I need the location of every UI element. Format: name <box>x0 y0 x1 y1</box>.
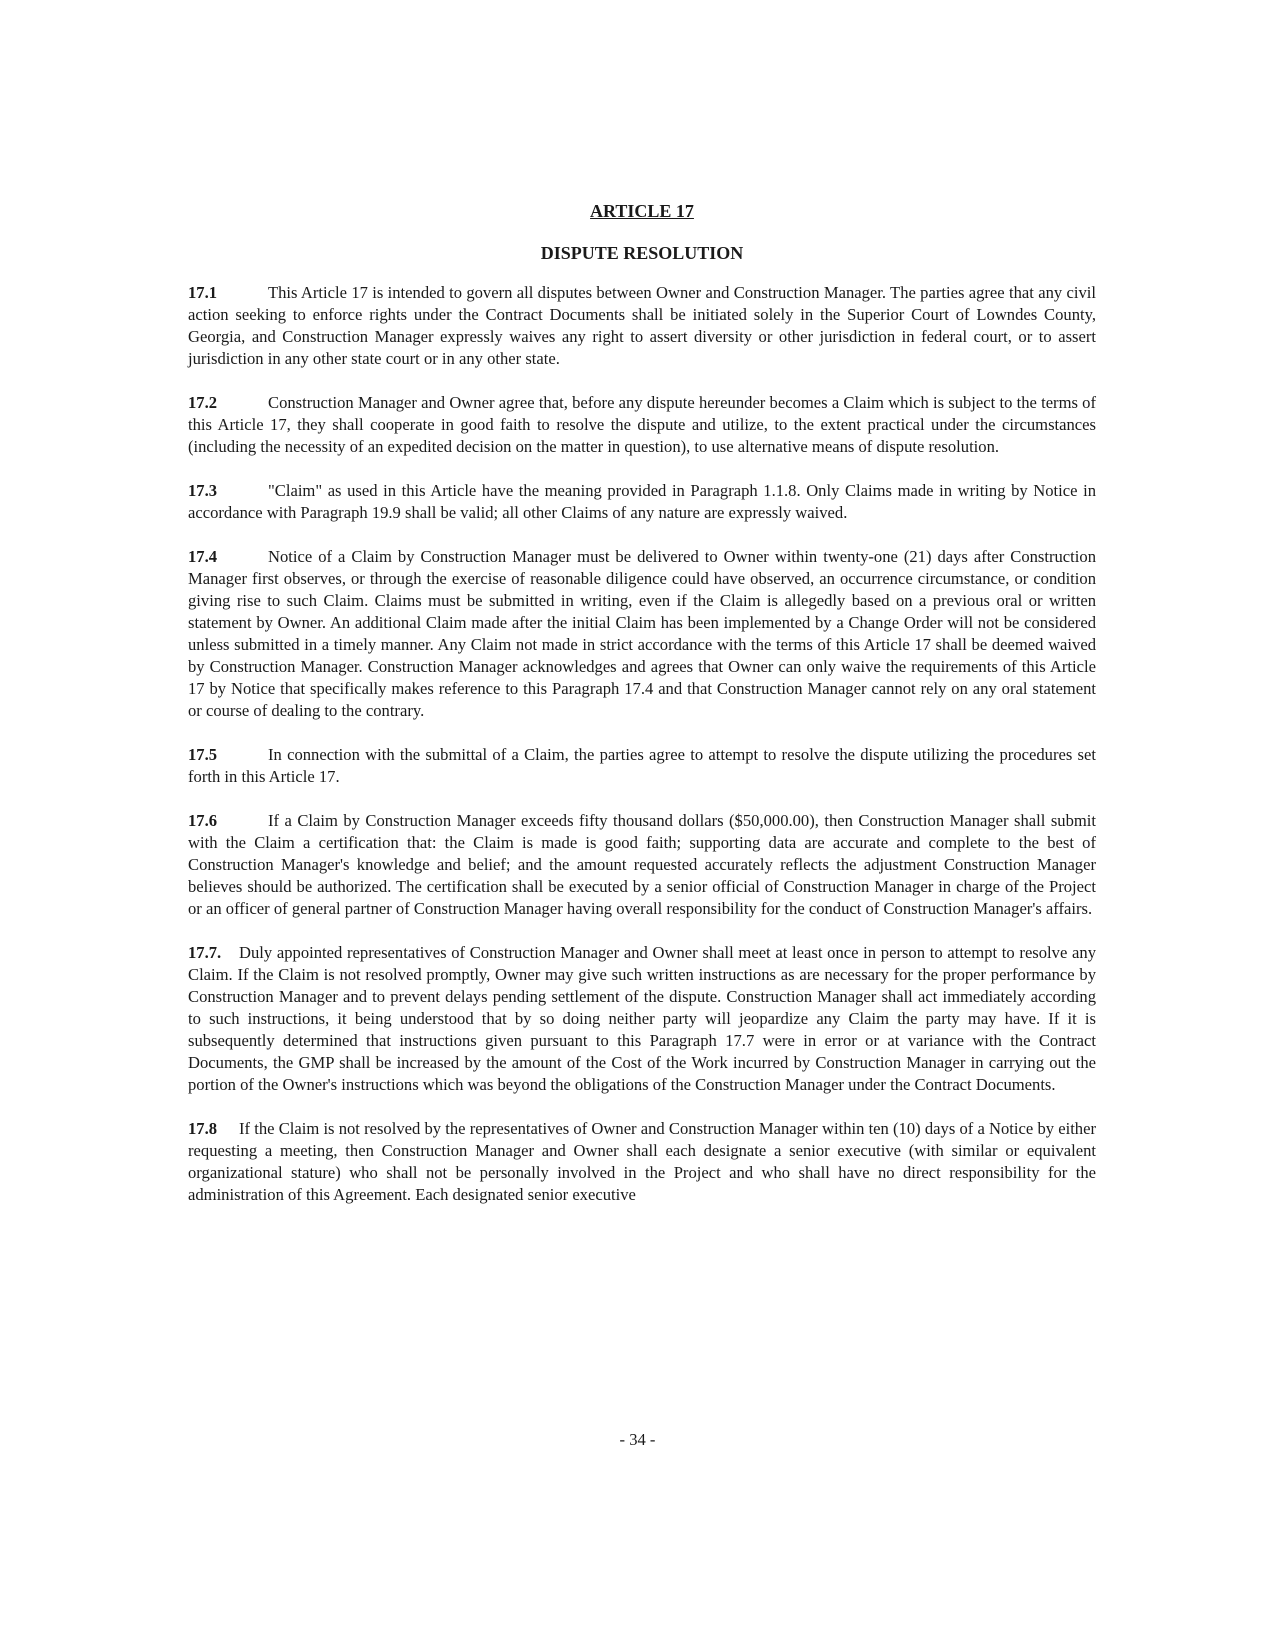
section-17-7 <box>188 942 1096 1096</box>
article-title: ARTICLE 17 <box>590 201 694 221</box>
section-number: 17.4 <box>188 547 218 566</box>
section-text: Construction Manager and Owner agree that, before any dispute hereunder becomes a Claim which is subject to the terms of this Article 17, they shall cooperate in good faith to resolve the dispute and utilize, to the extent practical under the circumstances (including the necessity of an expedited decision on the matter in question), to use alternative means of dispute resolution. <box>188 393 1096 456</box>
section-number: 17.6 <box>188 811 218 830</box>
section-number: 17.1 <box>188 283 218 302</box>
section-17-5 <box>188 744 1096 788</box>
section-number: 17.3 <box>188 481 218 500</box>
section-17-8 <box>188 1118 1096 1206</box>
section-number: 17.8 <box>188 1119 218 1138</box>
section-text: Duly appointed representatives of Construction Manager and Owner shall meet at least once in person to attempt to resolve any Claim. If the Claim is not resolved promptly, Owner may give such written instructions as are necessary for the proper performance by Construction Manager and to prevent delays pending settlement of the dispute. Construction Manager shall act immediately according to such instructions, it being understood that by so doing neither party will jeopardize any Claim the party may have. If it is subsequently determined that instructions given pursuant to this Paragraph 17.7 were in error or at variance with the Contract Documents, the GMP shall be increased by the amount of the Cost of the Work incurred by Construction Manager in carrying out the portion of the Owner's instructions which was beyond the obligations of the Construction Manager under the Contract Documents. <box>188 943 1096 1094</box>
section-text: If the Claim is not resolved by the representatives of Owner and Construction Manager within ten (10) days of a Notice by either requesting a meeting, then Construction Manager and Owner shall each designate a senior executive (with similar or equivalent organizational stature) who shall not be personally involved in the Project and who shall have no direct responsibility for the administration of this Agreement. Each designated senior executive <box>188 1119 1096 1204</box>
document-page <box>188 200 1096 1206</box>
section-17-2 <box>188 392 1096 458</box>
section-text: "Claim" as used in this Article have the meaning provided in Paragraph 1.1.8. Only Claims made in writing by Notice in accordance with Paragraph 19.9 shall be valid; all other Claims of any nature are expressly waived. <box>188 481 1096 522</box>
page-number: - 34 - <box>619 1430 656 1449</box>
article-subtitle: DISPUTE RESOLUTION <box>540 243 744 263</box>
section-text: This Article 17 is intended to govern all disputes between Owner and Construction Manager. The parties agree that any civil action seeking to enforce rights under the Contract Documents shall be initiated solely in the Superior Court of Lowndes County, Georgia, and Construction Manager expressly waives any right to assert diversity or other jurisdiction in federal court, or to assert jurisdiction in any other state court or in any other state. <box>188 283 1096 368</box>
section-17-1 <box>188 282 1096 370</box>
section-17-4 <box>188 546 1096 722</box>
section-number: 17.5 <box>188 745 218 764</box>
section-text: If a Claim by Construction Manager exceeds fifty thousand dollars ($50,000.00), then Construction Manager shall submit with the Claim a certification that: the Claim is made is good faith; supporting data are accurate and complete to the best of Construction Manager's knowledge and belief; and the amount requested accurately reflects the adjustment Construction Manager believes should be authorized. The certification shall be executed by a senior official of Construction Manager in charge of the Project or an officer of general partner of Construction Manager having overall responsibility for the conduct of Construction Manager's affairs. <box>188 811 1096 918</box>
section-text: In connection with the submittal of a Claim, the parties agree to attempt to resolve the dispute utilizing the procedures set forth in this Article 17. <box>188 745 1096 786</box>
section-number: 17.7. <box>188 943 222 962</box>
section-17-6 <box>188 810 1096 920</box>
section-17-3 <box>188 480 1096 524</box>
section-number: 17.2 <box>188 393 218 412</box>
section-text: Notice of a Claim by Construction Manager must be delivered to Owner within twenty-one (21) days after Construction Manager first observes, or through the exercise of reasonable diligence could have observed, an occurrence circumstance, or condition giving rise to such Claim. Claims must be submitted in writing, even if the Claim is allegedly based on a previous oral or written statement by Owner. An additional Claim made after the initial Claim has been implemented by a Change Order will not be considered unless submitted in a timely manner. Any Claim not made in strict accordance with the terms of this Article 17 shall be deemed waived by Construction Manager. Construction Manager acknowledges and agrees that Owner can only waive the requirements of this Article 17 by Notice that specifically makes reference to this Paragraph 17.4 and that Construction Manager cannot rely on any oral statement or course of dealing to the contrary. <box>188 547 1096 720</box>
